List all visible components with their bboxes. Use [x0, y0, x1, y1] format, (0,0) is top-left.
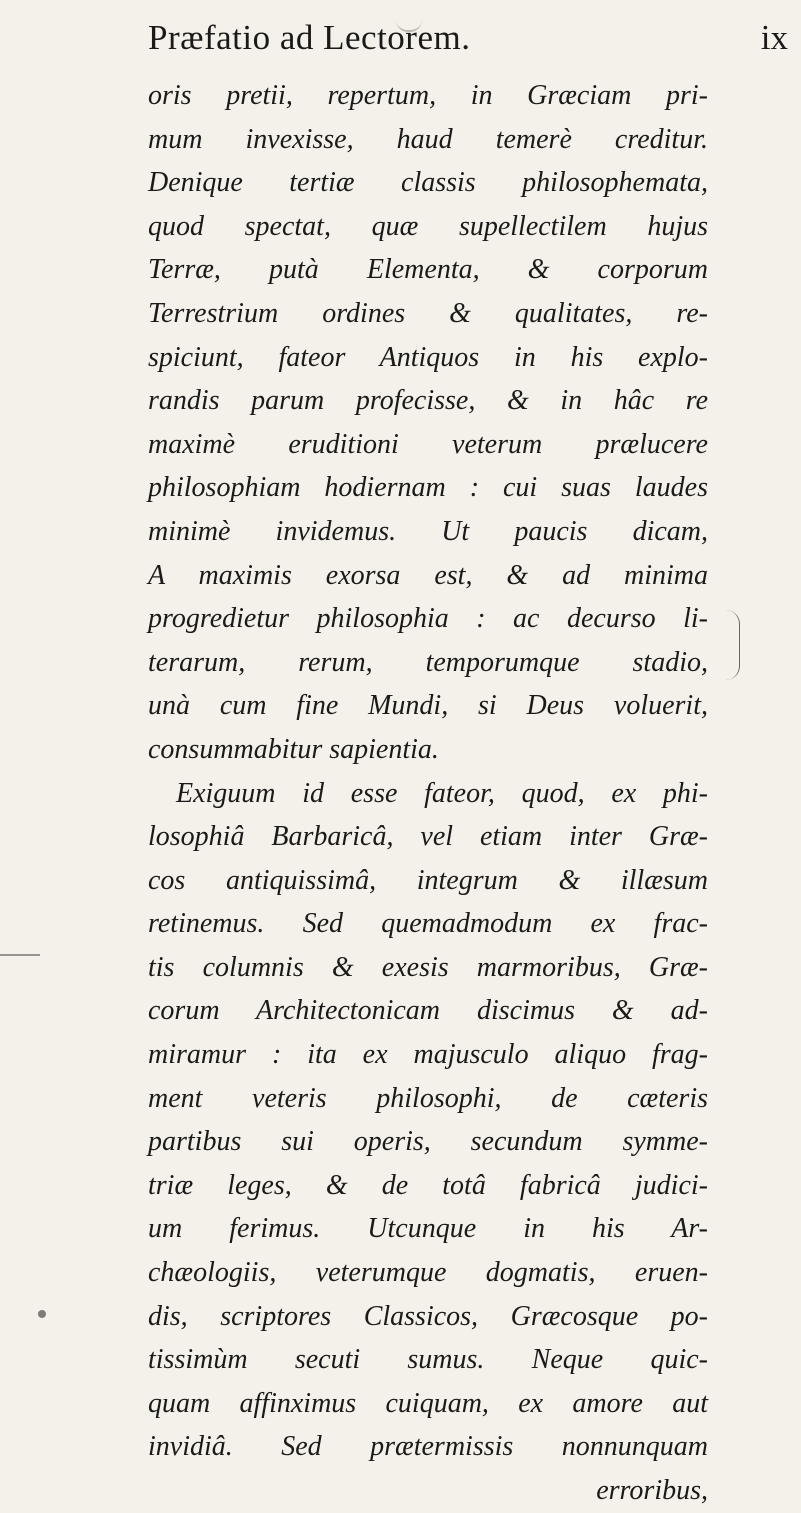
- text-line: minimè invidemus. Ut paucis dicam,: [148, 515, 708, 547]
- catchword: erroribus,: [596, 1475, 708, 1506]
- text-line: quod spectat, quæ supellectilem hujus: [148, 210, 708, 242]
- text-line: mum invexisse, haud temerè creditur.: [148, 123, 708, 155]
- text-line: oris pretii, repertum, in Græciam pri-: [148, 80, 708, 111]
- text-line: triæ leges, & de totâ fabricâ judici-: [148, 1169, 708, 1201]
- text-line: losophiâ Barbaricâ, vel etiam inter Græ-: [148, 821, 708, 853]
- text-line: cos antiquissimâ, integrum & illæsum: [148, 864, 708, 896]
- text-line: miramur : ita ex majusculo aliquo frag-: [148, 1039, 708, 1071]
- body-text: [148, 74, 708, 1513]
- text-line: quam affinximus cuiquam, ex amore aut: [148, 1387, 708, 1419]
- text-line: Denique tertiæ classis philosophemata,: [148, 167, 708, 199]
- text-line: philosophiam hodiernam : cui suas laudes: [148, 472, 708, 504]
- ink-spot: [38, 1310, 46, 1318]
- text-line: retinemus. Sed quemadmodum ex frac-: [148, 908, 708, 940]
- text-line: Terræ, putà Elementa, & corporum: [148, 254, 708, 286]
- page-header: [148, 18, 788, 68]
- text-line: Terrestrium ordines & qualitates, re-: [148, 297, 708, 329]
- text-line: corum Architectonicam discimus & ad-: [148, 995, 708, 1027]
- text-line: A maximis exorsa est, & ad minima: [148, 559, 708, 591]
- text-line: unà cum fine Mundi, si Deus voluerit,: [148, 690, 708, 722]
- text-line: partibus sui operis, secundum symme-: [148, 1126, 708, 1158]
- text-line: randis parum profecisse, & in hâc re: [148, 385, 708, 417]
- text-line: ment veteris philosophi, de cæteris: [148, 1082, 708, 1114]
- running-head: Præfatio ad Lectorem.: [148, 18, 471, 57]
- text-line: tis columnis & exesis marmoribus, Græ-: [148, 951, 708, 983]
- page-number: ix: [760, 18, 788, 57]
- text-line: terarum, rerum, temporumque stadio,: [148, 646, 708, 678]
- text-line: chæologiis, veterumque dogmatis, eruen-: [148, 1257, 708, 1289]
- margin-bracket-mark: [725, 610, 740, 680]
- text-line: maximè eruditioni veterum prælucere: [148, 428, 708, 460]
- text-line: consummabitur sapientia.: [148, 733, 439, 765]
- text-line: dis, scriptores Classicos, Græcosque po-: [148, 1300, 708, 1332]
- text-line: progredietur philosophia : ac decurso li-: [148, 603, 708, 635]
- text-line: invidiâ. Sed prætermissis nonnunquam: [148, 1431, 708, 1463]
- text-line: tissimùm secuti sumus. Neque quic-: [148, 1344, 708, 1376]
- text-line: um ferimus. Utcunque in his Ar-: [148, 1213, 708, 1245]
- margin-thread-mark: [0, 954, 40, 956]
- text-line: spiciunt, fateor Antiquos in his explo-: [148, 341, 708, 373]
- text-line: Exiguum id esse fateor, quod, ex phi-: [176, 777, 708, 809]
